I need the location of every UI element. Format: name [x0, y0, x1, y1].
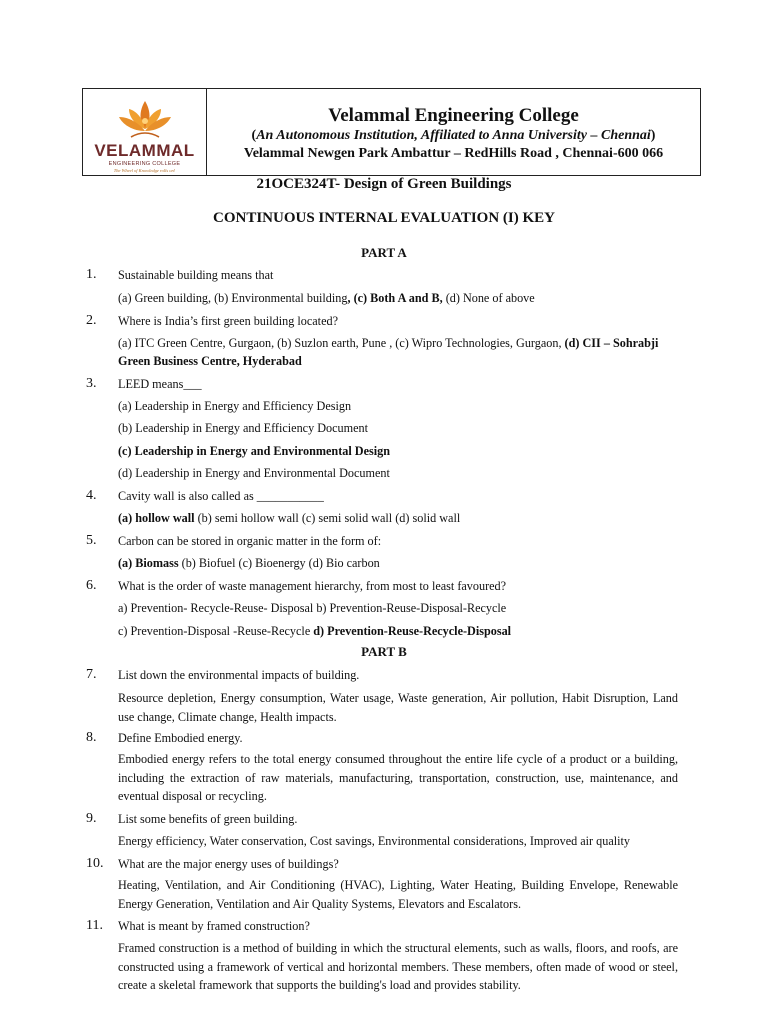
question-number: 10. [86, 856, 104, 871]
exam-title: CONTINUOUS INTERNAL EVALUATION (I) KEY [212, 210, 555, 226]
question-text: List some benefits of green building. [118, 812, 298, 826]
lotus-flame-icon [117, 99, 173, 143]
question-number: 11. [86, 918, 103, 933]
question-text: Cavity wall is also called as ___________ [118, 489, 324, 503]
college-title-cell [207, 89, 700, 175]
question-number: 3. [86, 376, 97, 391]
answer-text: Energy efficiency, Water conservation, Cost savings, Environmental considerations, Improved air quality [118, 834, 630, 848]
question-number: 8. [86, 730, 97, 745]
question-text: Carbon can be stored in organic matter in the form of: [118, 534, 382, 548]
answer-text: Framed construction is a method of building in which the structural elements, such as walls, floors, and roofs, are constructed using a framework of vertical and horizontal members. These members, often made of wood or steel, create a skeletal framework that supports the building's load and provides stability. [118, 941, 678, 992]
question-number: 2. [86, 313, 97, 328]
logo-subtitle: ENGINEERING COLLEGE [108, 161, 181, 167]
question-number: 9. [86, 811, 97, 826]
question-text: Define Embodied energy. [118, 731, 243, 745]
answer-options: (a) Green building, (b) Environmental building, (c) Both A and B, (d) None of above [118, 291, 535, 305]
question-number: 7. [86, 667, 97, 682]
college-name: Velammal Engineering College [328, 105, 579, 126]
option-a: (a) Leadership in Energy and Efficiency Design [118, 399, 352, 413]
college-address: Velammal Newgen Park Ambattur – RedHills Road , Chennai-600 066 [243, 146, 664, 161]
question-text: Sustainable building means that [118, 268, 274, 282]
college-affiliation: (An Autonomous Institution, Affiliated to Anna University – Chennai) [251, 128, 656, 143]
part-b-heading: PART B [361, 644, 407, 659]
question-text: What is meant by framed construction? [118, 919, 310, 933]
question-text: LEED means___ [118, 377, 202, 391]
college-header [82, 88, 701, 176]
answer-options-continued: c) Prevention-Disposal -Reuse-Recycle d) Prevention-Reuse-Recycle-Disposal [118, 624, 512, 638]
part-a-heading: PART A [361, 245, 407, 260]
option-c-correct: (c) Leadership in Energy and Environmental Design [118, 444, 390, 458]
answer-options-continued: Green Business Centre, Hyderabad [118, 354, 302, 368]
course-title: 21OCE324T- Design of Green Buildings [256, 176, 512, 192]
answer-text: Heating, Ventilation, and Air Conditioning (HVAC), Lighting, Water Heating, Building Envelope, Renewable Energy Generation, Ventilation and Air Quality Systems, Elevators and Escalators. [118, 878, 678, 911]
question-text: List down the environmental impacts of building. [118, 668, 360, 682]
answer-options: (a) Biomass (b) Biofuel (c) Bioenergy (d) Bio carbon [118, 556, 380, 570]
option-b: (b) Leadership in Energy and Efficiency Document [118, 421, 368, 435]
logo-tagline: The Wheel of Knowledge rolls on! [113, 168, 176, 173]
question-text: What is the order of waste management hierarchy, from most to least favoured? [118, 579, 507, 593]
answer-options: (a) ITC Green Centre, Gurgaon, (b) Suzlon earth, Pune , (c) Wipro Technologies, Gurgaon, (d) CII – Sohrabji [118, 336, 659, 350]
answer-options: (a) hollow wall (b) semi hollow wall (c) semi solid wall (d) solid wall [118, 511, 461, 525]
question-number: 5. [86, 533, 97, 548]
question-number: 6. [86, 578, 97, 593]
question-number: 4. [86, 488, 97, 503]
logo-wordmark: VELAMMAL [94, 141, 195, 160]
option-d: (d) Leadership in Energy and Environmental Document [118, 466, 390, 480]
answer-text: Embodied energy refers to the total energy consumed throughout the entire life cycle of a product or a building, including the extraction of raw materials, manufacturing, transportation, construction, use, maintenance, and eventual disposal or recycling. [118, 752, 678, 803]
question-text: What are the major energy uses of buildings? [118, 857, 339, 871]
question-text: Where is India’s first green building located? [118, 314, 338, 328]
college-logo [83, 89, 207, 175]
question-number: 1. [86, 267, 97, 282]
answer-options: a) Prevention- Recycle-Reuse- Disposal b) Prevention-Reuse-Disposal-Recycle [118, 601, 507, 615]
answer-text: Resource depletion, Energy consumption, Water usage, Waste generation, Air pollution, Habit Disruption, Land use change, Climate change, Health impacts. [118, 691, 678, 724]
